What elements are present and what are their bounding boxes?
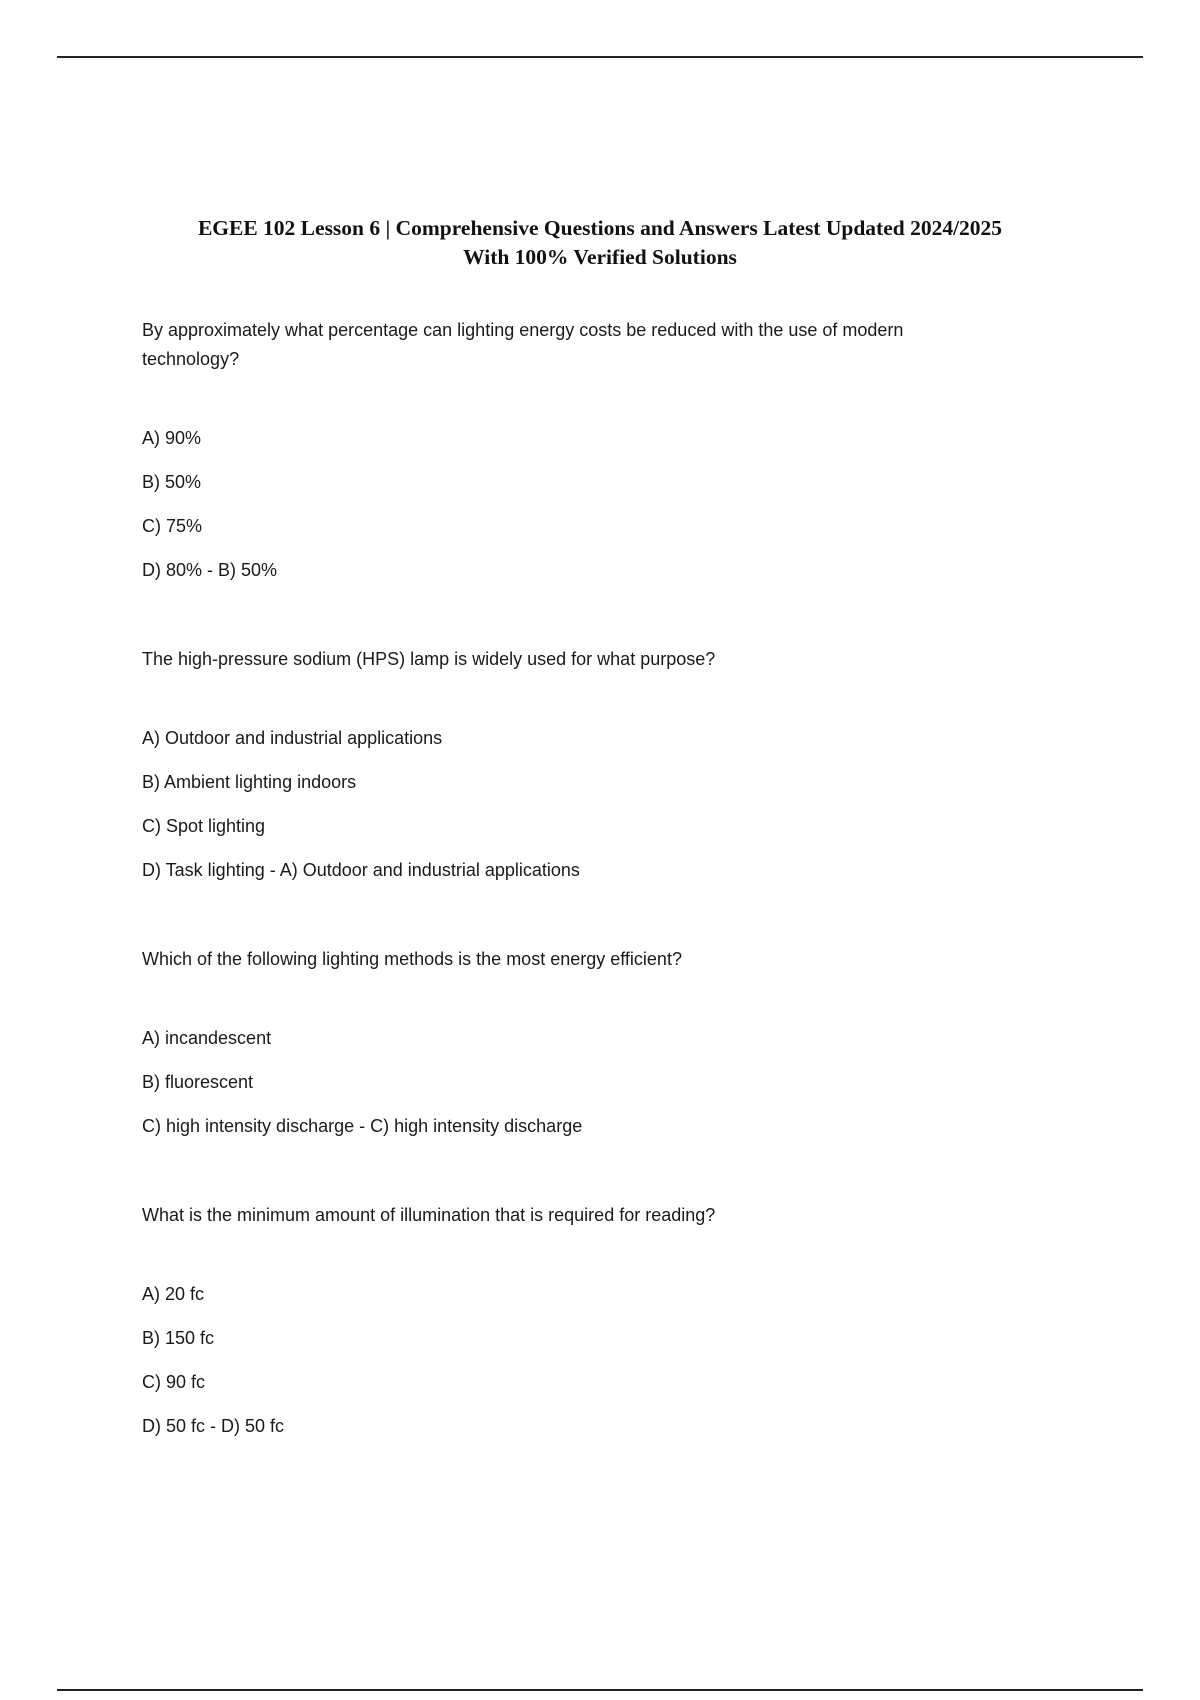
question-3-option-c-answer: C) high intensity discharge - C) high intensity discharge (142, 1116, 583, 1136)
question-2-option-b: B) Ambient lighting indoors (142, 772, 357, 792)
question-3 (142, 945, 1042, 1141)
question-4-text: What is the minimum amount of illumination that is required for reading? (142, 1205, 716, 1225)
question-4 (142, 1201, 1042, 1441)
question-1-options (142, 424, 1042, 585)
question-4-option-b: B) 150 fc (142, 1328, 215, 1348)
question-2-options (142, 724, 1042, 885)
question-2-text: The high-pressure sodium (HPS) lamp is widely used for what purpose? (142, 649, 716, 669)
question-2-option-a: A) Outdoor and industrial applications (142, 728, 443, 748)
question-3-options (142, 1024, 1042, 1141)
question-2 (142, 645, 1042, 885)
question-1-option-d-answer: D) 80% - B) 50% (142, 560, 278, 580)
question-3-option-b: B) fluorescent (142, 1072, 254, 1092)
question-list (142, 316, 1042, 1441)
question-1 (142, 316, 1042, 585)
question-1-option-b: B) 50% (142, 472, 202, 492)
document-title (100, 214, 1100, 272)
question-4-option-d-answer: D) 50 fc - D) 50 fc (142, 1416, 285, 1436)
question-4-option-a: A) 20 fc (142, 1284, 205, 1304)
document-title-line-1: EGEE 102 Lesson 6 | Comprehensive Questions and Answers Latest Updated 2024/2025 (197, 216, 1003, 240)
question-2-option-d-answer: D) Task lighting - A) Outdoor and industrial applications (142, 860, 580, 880)
document-title-line-2: With 100% Verified Solutions (463, 245, 737, 269)
question-4-option-c: C) 90 fc (142, 1372, 206, 1392)
question-1-option-c: C) 75% (142, 516, 203, 536)
question-2-option-c: C) Spot lighting (142, 816, 266, 836)
question-3-text: Which of the following lighting methods is the most energy efficient? (142, 949, 682, 969)
question-1-text: By approximately what percentage can lighting energy costs be reduced with the use of modern technology? (142, 320, 904, 369)
question-4-options (142, 1280, 1042, 1441)
question-3-option-a: A) incandescent (142, 1028, 272, 1048)
bottom-divider (57, 1689, 1143, 1691)
question-1-option-a: A) 90% (142, 428, 202, 448)
top-divider (57, 56, 1143, 58)
